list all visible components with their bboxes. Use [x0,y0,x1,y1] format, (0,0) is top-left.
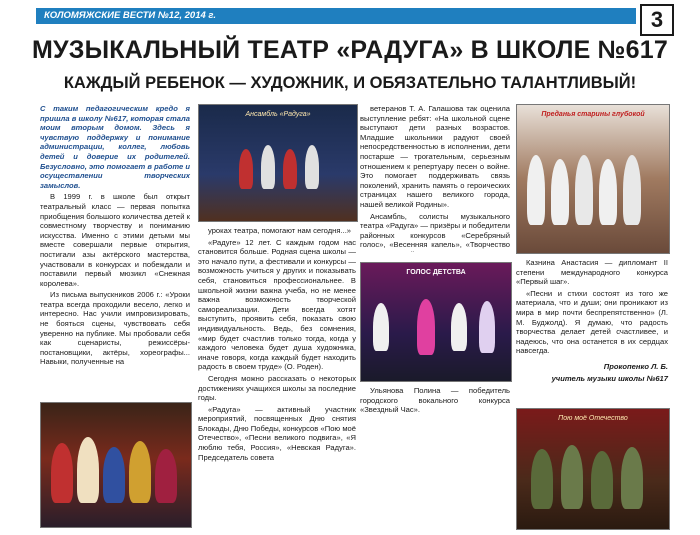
photo-caption: Ансамбль «Радуга» [245,111,311,118]
figure [155,449,177,503]
photo-caption: ГОЛОС ДЕТСТВА [406,269,466,276]
paragraph: Казнина Анастасия — дипломант II степени международного конкурса «Первый шаг». [516,258,668,287]
figure [479,301,495,353]
newspaper-header-bar [36,8,636,24]
figure [283,149,297,189]
article-title: МУЗЫКАЛЬНЫЙ ТЕАТР «РАДУГА» В ШКОЛЕ №617 [31,36,668,64]
figure [129,441,151,503]
column-4 [516,258,668,408]
figure [451,303,467,351]
figure [599,159,617,225]
column-3-top [360,104,510,256]
paragraph: Ансамбль, солисты музыкального театра «Радуга» — призёры и победители районных конкурсов «Серебряный голос», «Весенняя капель», «Творчество [360,211,510,250]
signature-role: учитель музыки школы №617 [551,373,668,383]
figure [531,449,553,509]
photo-children-costumes [40,402,192,528]
paragraph: Ульянова Полина — победитель городского вокального конкурса «Звездный Час». [360,386,510,415]
column-3-bottom [360,386,510,528]
figure [77,437,99,503]
paragraph: «Радуга» — активный участник мероприятий, посвященных Дню снятия Блокады, Дню Победы, конкурсов «Пою моё Отечество», «Песни великого подвига», «Я люблю тебя, Россия», «Невская Радуга». Председатель совета [198,404,356,462]
paragraph: Из письма выпускников 2006 г.: «Уроки театра всегда проходили весело, легко и интересно. Нас учили импровизировать, не бояться сцены, чувствовать себя уверенно на публике. Мы пробовали себя как сценаристы, режиссёры-постановщики, актёры, хореографы... Навыки, полученные на [40,290,190,367]
figure [51,443,73,503]
photo-caption: Пою моё Отечество [558,415,628,422]
photo-golos-detstva [360,262,512,382]
photo-stage-performance [198,104,358,222]
article-subtitle: КАЖДЫЙ РЕБЕНОК — ХУДОЖНИК, И ОБЯЗАТЕЛЬНО ТАЛАНТЛИВЫЙ! [63,74,637,92]
photo-military-uniforms [516,408,670,530]
figure [261,145,275,189]
figure [561,445,583,509]
figure [373,303,389,351]
figure [621,447,643,509]
newspaper-name: КОЛОМЯЖСКИЕ ВЕСТИ №12, 2014 г. [44,10,216,21]
photo-caption: Преданья старины глубокой [541,111,645,118]
column-1 [40,104,190,400]
photo-predanya-stariny [516,104,670,254]
figure [305,145,319,189]
figure [103,447,125,503]
signature-name: Прокопенко Л. Б. [603,361,668,371]
figure [239,149,253,189]
paragraph: «Песни и стихи состоят из того же материала, что и души; они проникают из мира в мир почти беспрепятственно» (Л. М. Буджолд). Я думаю, что радость творчества делает детей счастливее, и надеюсь, что она останется в их сердцах навсегда. [516,288,668,356]
figure [551,159,569,225]
page-number: 3 [640,4,674,36]
paragraph: В 1999 г. в школе был открыт театральный класс — первая попытка приобщения большого количества детей к совместному творчеству и пониманию искусства. Именно с этими детьми мы вместе совершали первые открытия, постигали азы актёрского мастерства, участвовали в конкурсах и побеждали и поставили первый мюзикл «Снежная королева». [40,192,190,288]
paragraph: ветеранов Т. А. Галашова так оценила выступление ребят: «На школьной сцене выступают дети разных возрастов. Младшие школьники радуют своей непосредственностью в исполнении, дети постарше — трогательным, серьезным отношением к репертуару песен о войне. Это помогает поддерживать связь поколений, хранить память о героических страницах нашего великого города, нашей великой Родины». [360,104,510,209]
figure [575,155,593,225]
column-2 [198,226,356,526]
paragraph: Сегодня можно рассказать о некоторых достижениях учащихся школы за последние годы. [198,373,356,403]
figure [527,155,545,225]
paragraph: уроках театра, помогают нам сегодня...» [208,226,352,235]
figure [623,155,641,225]
paragraph: «Радуге» 12 лет. С каждым годом нас становится больше. Родная сцена школы — это начало пути, а фестивали и конкурсы — возможность учиться у других и показывать себя, становиться профессиональнее. В школьной жизни важна учеба, но не менее важна возможность творческой самореализации. Дети всегда хотят выступить, проявить себя, показать свою индивидуальность. Ведь, без сомнения, «мир будет счастлив только тогда, когда у каждого человека будет душа художника, иначе говоря, когда каждый будет находить радость в своем труде» (О. Роден). [198,237,356,372]
figure [591,451,613,509]
lead-paragraph: С таким педагогическим кредо я пришла в школу №617, которая стала моим вторым домом. Здесь я чувствую поддержку и понимание администрации, коллег, любовь детей и доверие их родителей. Безусловно, это помогает в работе и осуществлении творческих замыслов. [40,104,190,190]
figure [417,299,435,355]
